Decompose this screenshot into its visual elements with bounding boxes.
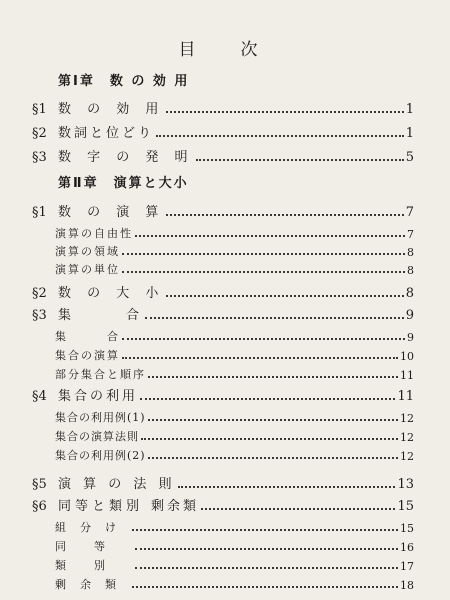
page-number: 1 xyxy=(405,126,414,141)
dot-leader xyxy=(122,357,398,359)
section-number: §1 xyxy=(32,205,47,220)
page-number: 1 xyxy=(405,102,414,117)
section-number: §4 xyxy=(32,389,47,404)
page-number: 13 xyxy=(397,477,414,492)
chapter-heading: 第Ⅰ章 数 の 効 用 xyxy=(58,74,190,89)
toc-subentry[interactable] xyxy=(55,409,414,425)
page-number: 11 xyxy=(400,369,414,382)
section-number: §5 xyxy=(32,477,47,492)
page-number: 8 xyxy=(407,264,414,277)
dot-leader xyxy=(201,508,395,510)
section-title: 集合の利用 xyxy=(58,389,139,404)
page-number: 18 xyxy=(400,579,414,592)
dot-leader xyxy=(135,567,398,569)
section-number: §3 xyxy=(32,150,47,165)
toc-entry[interactable] xyxy=(32,282,414,301)
dot-leader xyxy=(140,398,395,400)
dot-leader xyxy=(141,438,398,440)
toc-subentry[interactable] xyxy=(55,447,414,463)
section-title: 数詞と位どり xyxy=(58,126,155,141)
section-title: 同等と類別 xyxy=(58,499,144,514)
toc-subentry[interactable] xyxy=(55,347,414,363)
dot-leader xyxy=(122,253,405,255)
toc-entry[interactable] xyxy=(32,385,414,404)
subsection-title: 剰余類 xyxy=(55,578,130,591)
toc-subentry[interactable] xyxy=(55,366,414,382)
section-title: 集 合 xyxy=(58,308,144,323)
page-number: 12 xyxy=(400,450,414,463)
toc-subentry[interactable] xyxy=(55,243,414,259)
page-number: 10 xyxy=(400,350,414,363)
toc-entry[interactable] xyxy=(32,495,414,514)
page-number: 15 xyxy=(397,499,414,514)
subsection-title: 集 合 xyxy=(55,330,120,343)
subsection-title: 演算の自由性 xyxy=(55,227,133,240)
toc-entry[interactable] xyxy=(32,122,414,141)
subsection-title: 集合の演算法則 xyxy=(55,430,139,443)
toc-subentry[interactable] xyxy=(55,557,414,573)
section-number: §2 xyxy=(32,286,47,301)
subsection-title: 演算の単位 xyxy=(55,263,120,276)
section-number: §2 xyxy=(32,126,47,141)
toc-entry[interactable] xyxy=(32,146,414,165)
subsection-title: 部分集合と順序 xyxy=(55,368,146,381)
page-title: 目 次 xyxy=(178,40,272,61)
toc-entry[interactable] xyxy=(32,98,414,117)
dot-leader xyxy=(148,376,398,378)
page-number: 8 xyxy=(407,246,414,259)
toc-entry[interactable] xyxy=(32,473,414,492)
dot-leader xyxy=(148,457,398,459)
toc-subentry[interactable] xyxy=(55,538,414,554)
page-number: 12 xyxy=(400,431,414,444)
dot-leader xyxy=(122,338,405,340)
toc-subentry[interactable] xyxy=(55,328,414,344)
subsection-title: 組分け xyxy=(55,521,130,534)
page-number: 16 xyxy=(400,541,414,554)
subsection-title: 演算の領域 xyxy=(55,245,120,258)
section-title: 演 算 の 法 則 xyxy=(58,477,176,492)
toc-subentry[interactable] xyxy=(55,519,414,535)
page-number: 9 xyxy=(405,308,414,323)
section-number: §6 xyxy=(32,499,47,514)
dot-leader xyxy=(145,317,404,319)
dot-leader xyxy=(196,159,404,161)
dot-leader xyxy=(178,486,396,488)
section-title: 数 字 の 発 明 xyxy=(58,150,194,165)
dot-leader xyxy=(156,135,404,137)
dot-leader xyxy=(132,529,398,531)
page-number: 12 xyxy=(400,412,414,425)
subsection-title: 類別 xyxy=(55,559,133,572)
section-extra: 剰余類 xyxy=(151,499,200,514)
section-title: 数 の 大 小 xyxy=(58,286,165,301)
section-title: 数 の 演 算 xyxy=(58,205,165,220)
section-title: 数 の 効 用 xyxy=(58,102,165,117)
page-number: 17 xyxy=(400,560,414,573)
subsection-title: 集合の演算 xyxy=(55,349,120,362)
toc-entry[interactable] xyxy=(32,201,414,220)
dot-leader xyxy=(166,295,403,297)
dot-leader xyxy=(166,111,403,113)
toc-subentry[interactable] xyxy=(55,225,414,241)
page-number: 5 xyxy=(405,150,414,165)
dot-leader xyxy=(148,419,398,421)
page-number: 7 xyxy=(405,205,414,220)
toc-subentry[interactable] xyxy=(55,428,414,444)
dot-leader xyxy=(132,586,398,588)
dot-leader xyxy=(135,235,405,237)
section-number: §1 xyxy=(32,102,47,117)
toc-subentry[interactable] xyxy=(55,576,414,592)
subsection-title: 同等 xyxy=(55,540,133,553)
page-number: 7 xyxy=(407,228,414,241)
page-number: 15 xyxy=(400,522,414,535)
toc-subentry[interactable] xyxy=(55,261,414,277)
chapter-heading: 第Ⅱ章 演算と大小 xyxy=(58,176,189,191)
subsection-title: 集合の利用例(1) xyxy=(55,411,146,424)
dot-leader xyxy=(135,548,398,550)
page-number: 8 xyxy=(405,286,414,301)
page-number: 11 xyxy=(397,389,414,404)
toc-entry[interactable] xyxy=(32,304,414,323)
subsection-title: 集合の利用例(2) xyxy=(55,449,146,462)
dot-leader xyxy=(166,214,403,216)
page-number: 9 xyxy=(407,331,414,344)
section-number: §3 xyxy=(32,308,47,323)
dot-leader xyxy=(122,271,405,273)
